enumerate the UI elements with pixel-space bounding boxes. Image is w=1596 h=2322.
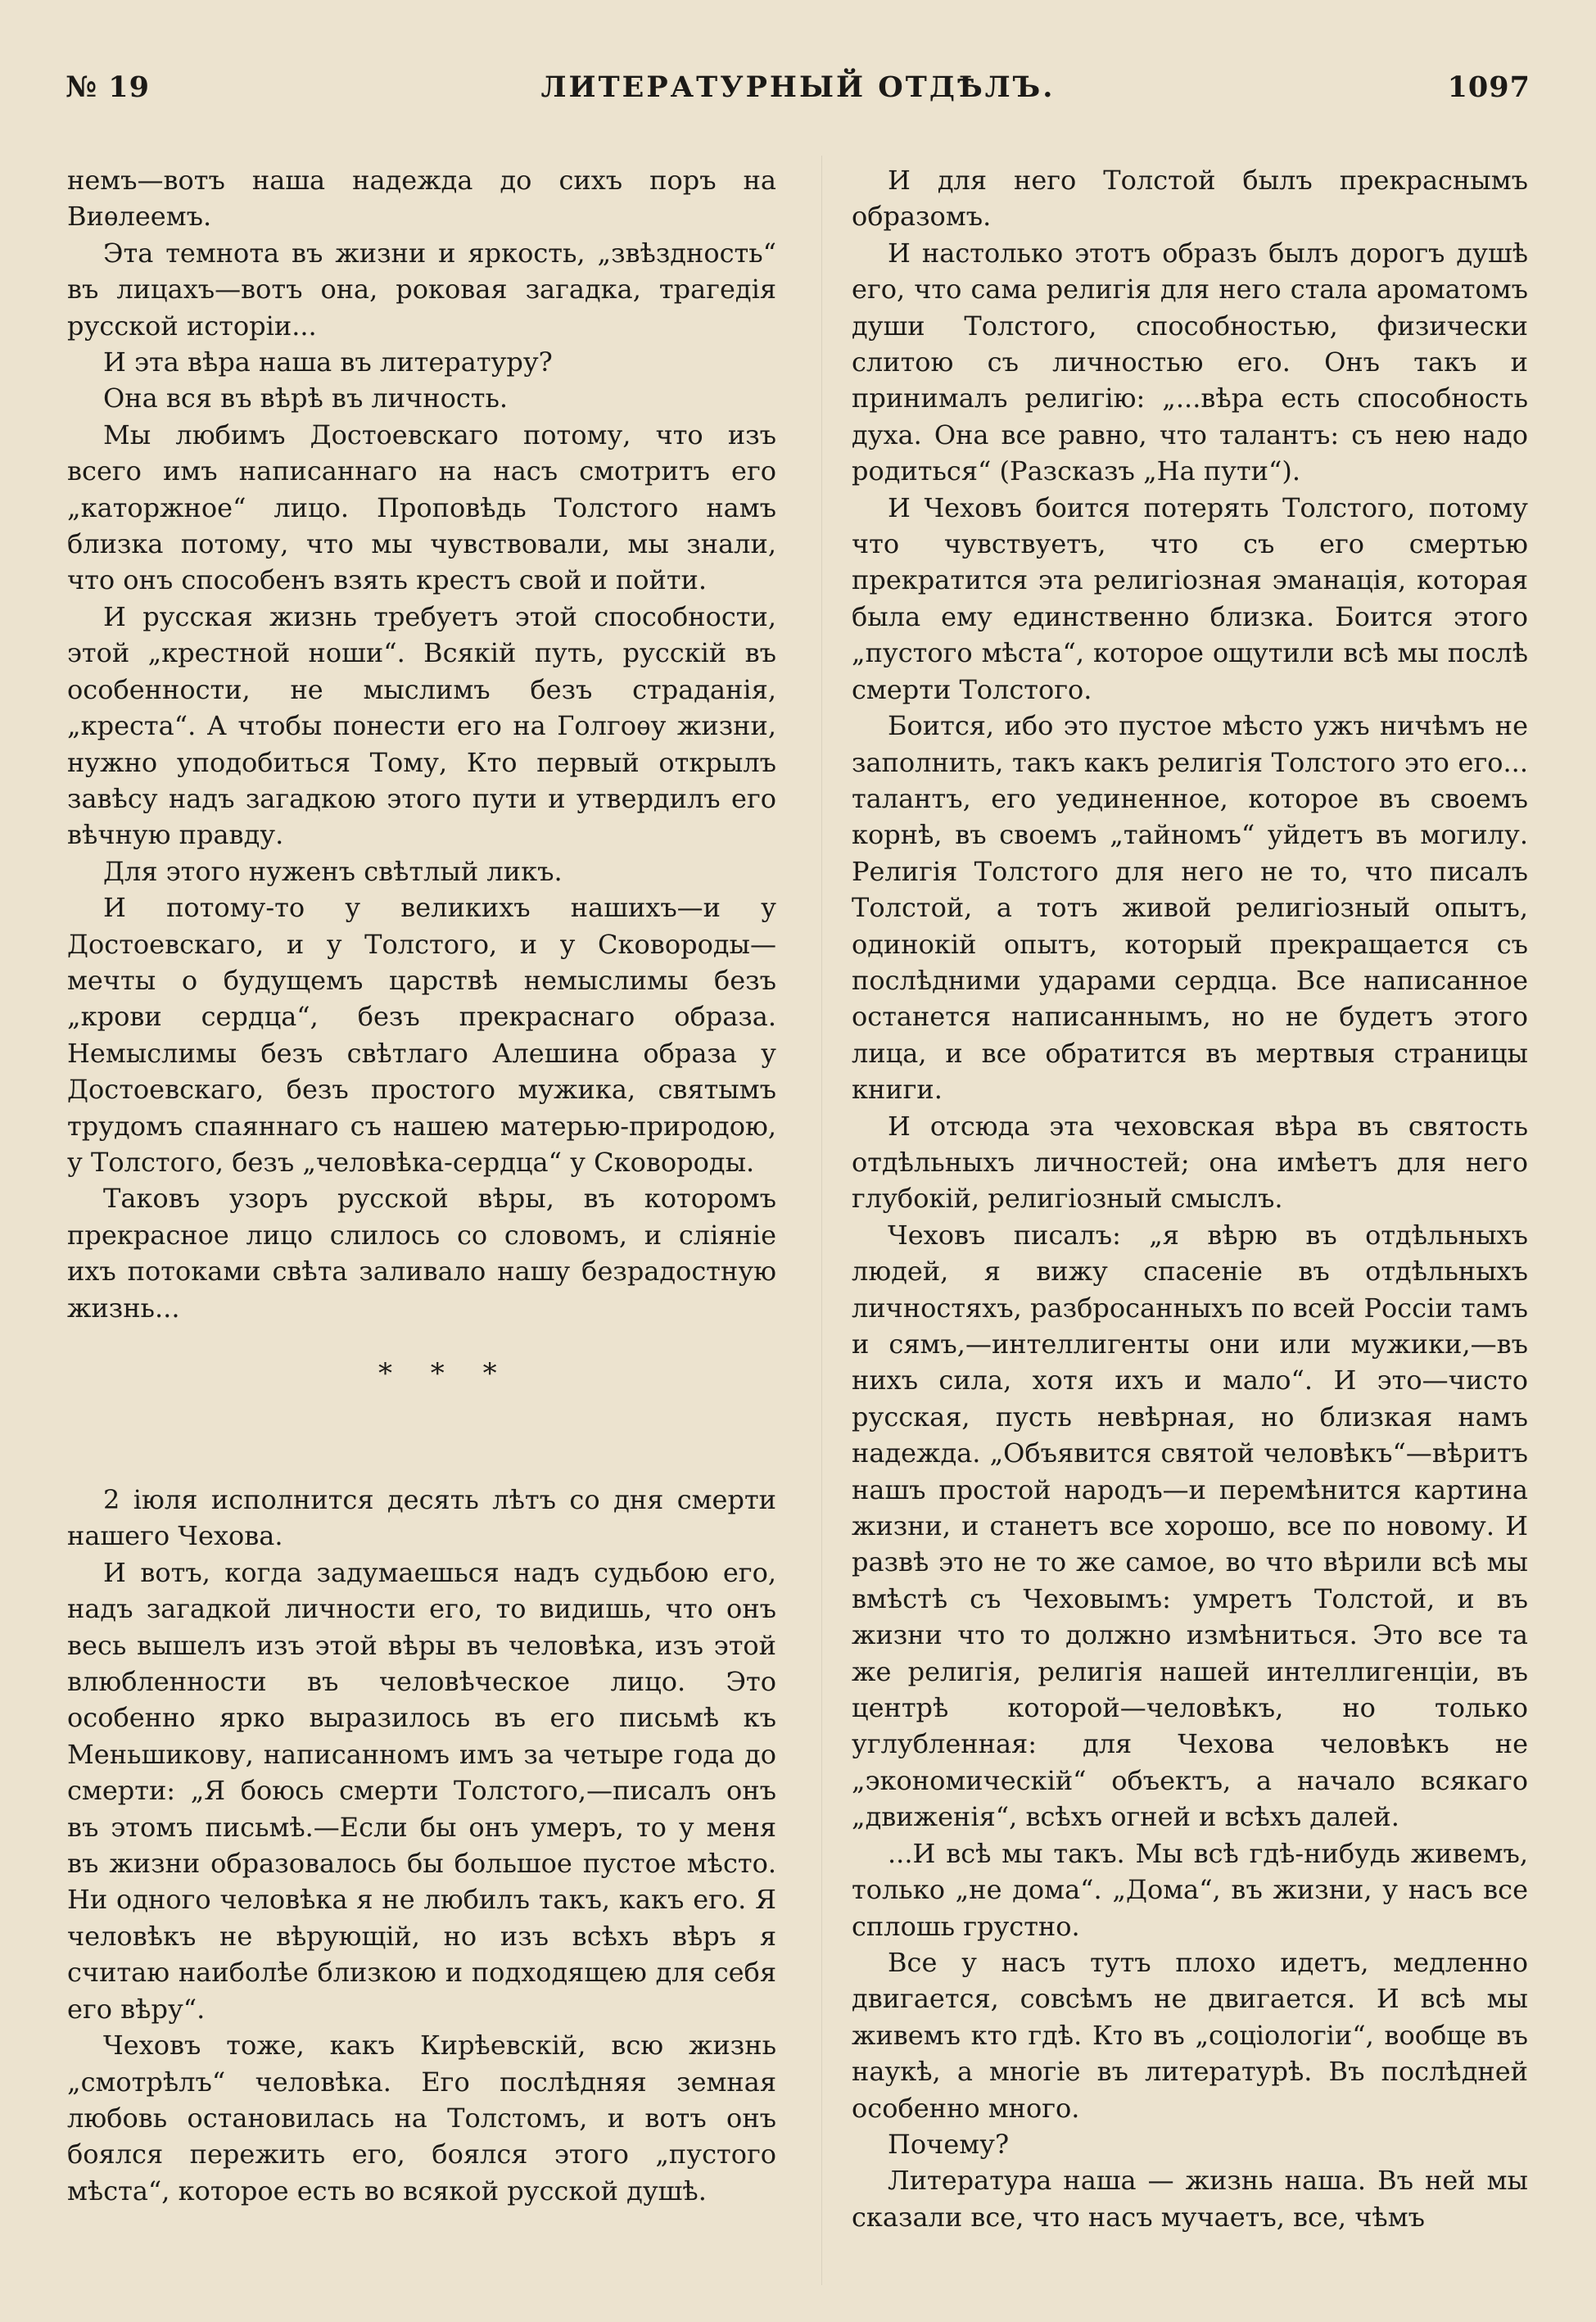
paragraph: 2 іюля исполнится десять лѣтъ со дня смерти нашего Чехова.	[67, 1484, 776, 1552]
left-column	[67, 162, 776, 2209]
paragraph: Почему?	[888, 2128, 1010, 2160]
section-separator	[67, 1326, 776, 1482]
paragraph: И настолько этотъ образъ былъ дорогъ душѣ его, что сама религія для него стала ароматомъ души Толстого, способностью, физически слитою съ личностью его. Онъ такъ и принималъ религію: „...вѣра есть способность духа. Она все равно, что талантъ: съ нею надо родиться“ (Разсказъ „На пути“).	[852, 237, 1528, 487]
paragraph: Чеховъ тоже, какъ Кирѣевскій, всю жизнь „смотрѣлъ“ человѣка. Его послѣдняя земная любовь остановилась на Толстомъ, и вотъ онъ боялся пережить его, боялся этого „пустого мѣста“, которое есть во всякой русской душѣ.	[67, 2030, 776, 2207]
paragraph: Все у насъ тутъ плохо идетъ, медленно двигается, совсѣмъ не двигается. И всѣ мы живемъ кто гдѣ. Кто въ „соціологіи“, вообще въ наукѣ, а многіе въ литературѣ. Въ послѣдней особенно много.	[852, 1946, 1528, 2124]
separator-asterisks: * * *	[378, 1357, 512, 1390]
paragraph: И для него Толстой былъ прекраснымъ образомъ.	[852, 165, 1528, 233]
page-header	[66, 70, 1530, 120]
paragraph: И эта вѣра наша въ литературу?	[103, 346, 553, 378]
paragraph: Эта темнота въ жизни и яркость, „звѣздность“ въ лицахъ—вотъ она, роковая загадка, трагедія русской исторіи...	[67, 237, 776, 342]
issue-number: № 19	[66, 70, 150, 104]
paragraph: И отсюда эта чеховская вѣра въ святость отдѣльныхъ личностей; она имѣетъ для него глубокій, религіозный смыслъ.	[852, 1110, 1528, 1215]
paragraph: И потому-то у великихъ нашихъ—и у Достоевскаго, и у Толстого, и у Сковороды—мечты о будущемъ царствѣ немыслимы безъ „крови сердца“, безъ прекраснаго образа. Немыслимы безъ свѣтлаго Алешина образа у Достоевскаго, безъ простого мужика, святымъ трудомъ спаяннаго съ нашею матерью-природою, у Толстого, безъ „человѣка-сердца“ у Сковороды.	[67, 892, 776, 1178]
paragraph: Для этого нуженъ свѣтлый ликъ.	[103, 855, 563, 887]
paragraph: И русская жизнь требуетъ этой способности, этой „крестной ноши“. Всякій путь, русскій въ особенности, не мыслимъ безъ страданія, „креста“. А чтобы понести его на Голгоѳу жизни, нужно уподобиться Тому, Кто первый открылъ завѣсу надъ загадкою этого пути и утвердилъ его вѣчную правду.	[67, 600, 776, 851]
paragraph: Литература наша — жизнь наша. Въ ней мы сказали все, что насъ мучаетъ, все, чѣмъ	[852, 2165, 1528, 2233]
section-title: ЛИТЕРАТУРНЫЙ ОТДѢЛЪ.	[540, 70, 1056, 104]
paragraph: Таковъ узоръ русской вѣры, въ которомъ прекрасное лицо слилось со словомъ, и сліяніе ихъ потоками свѣта заливало нашу безрадостную жизнь...	[67, 1183, 776, 1324]
paragraph: ...И всѣ мы такъ. Мы всѣ гдѣ-нибудь живемъ, только „не дома“. „Дома“, въ жизни, у насъ все сплошь грустно.	[852, 1837, 1528, 1942]
paragraph: И Чеховъ боится потерять Толстого, потому что чувствуетъ, что съ его смертью прекратится эта религіозная эманація, которая была ему единственно близка. Боится этого „пустого мѣста“, которое ощутили всѣ мы послѣ смерти Толстого.	[852, 491, 1528, 705]
column-divider	[821, 156, 822, 2285]
page-number: 1097	[1447, 70, 1530, 104]
paragraph: немъ—вотъ наша надежда до сихъ поръ на Виѳлеемъ.	[67, 165, 776, 233]
paragraph: Мы любимъ Достоевскаго потому, что изъ всего имъ написаннаго на насъ смотритъ его „каторжное“ лицо. Проповѣдь Толстого намъ близка потому, что мы чувствовали, мы знали, что онъ способенъ взять крестъ свой и пойти.	[67, 419, 776, 596]
paragraph: Боится, ибо это пустое мѣсто ужъ ничѣмъ не заполнить, такъ какъ религія Толстого это его... талантъ, его уединенное, которое въ своемъ корнѣ, въ своемъ „тайномъ“ уйдетъ въ могилу. Религія Толстого для него не то, что писалъ Толстой, а тотъ живой религіозный опытъ, одинокій опытъ, который прекращается съ послѣдними ударами сердца. Все написанное останется написаннымъ, но не будетъ этого лица, и все обратится въ мертвыя страницы книги.	[852, 710, 1528, 1106]
paragraph: Чеховъ писалъ: „я вѣрю въ отдѣльныхъ людей, я вижу спасеніе въ отдѣльныхъ личностяхъ, разбросанныхъ по всей Россіи тамъ и сямъ,—интеллигенты они или мужики,—въ нихъ сила, хотя ихъ и мало“. И это—чисто русская, пусть невѣрная, но близкая намъ надежда. „Объявится святой человѣкъ“—вѣритъ нашъ простой народъ—и перемѣнится картина жизни, и станетъ все хорошо, все по новому. И развѣ это не то же самое, во что вѣрили всѣ мы вмѣстѣ съ Чеховымъ: умретъ Толстой, и въ жизни что то должно измѣниться. Это все та же религія, религія нашей интеллигенціи, въ центрѣ которой—человѣкъ, но только углубленная: для Чехова человѣкъ не „экономическій“ объектъ, а начало всякаго „движенія“, всѣхъ огней и всѣхъ далей.	[852, 1219, 1528, 1833]
paragraph: И вотъ, когда задумаешься надъ судьбою его, надъ загадкой личности его, то видишь, что онъ весь вышелъ изъ этой вѣры въ человѣка, изъ этой влюбленности въ человѣческое лицо. Это особенно ярко выразилось въ его письмѣ къ Меньшикову, написанномъ имъ за четыре года до смерти: „Я боюсь смерти Толстого,—писалъ онъ въ этомъ письмѣ.—Если бы онъ умеръ, то у меня въ жизни образовалось бы большое пустое мѣсто. Ни одного человѣка я не любилъ такъ, какъ его. Я человѣкъ не вѣрующій, но изъ всѣхъ вѣръ я считаю наиболѣе близкою и подходящею для себя его вѣру“.	[67, 1556, 776, 2025]
paragraph: Она вся въ вѣрѣ въ личность.	[103, 382, 509, 414]
right-column	[852, 162, 1528, 2235]
